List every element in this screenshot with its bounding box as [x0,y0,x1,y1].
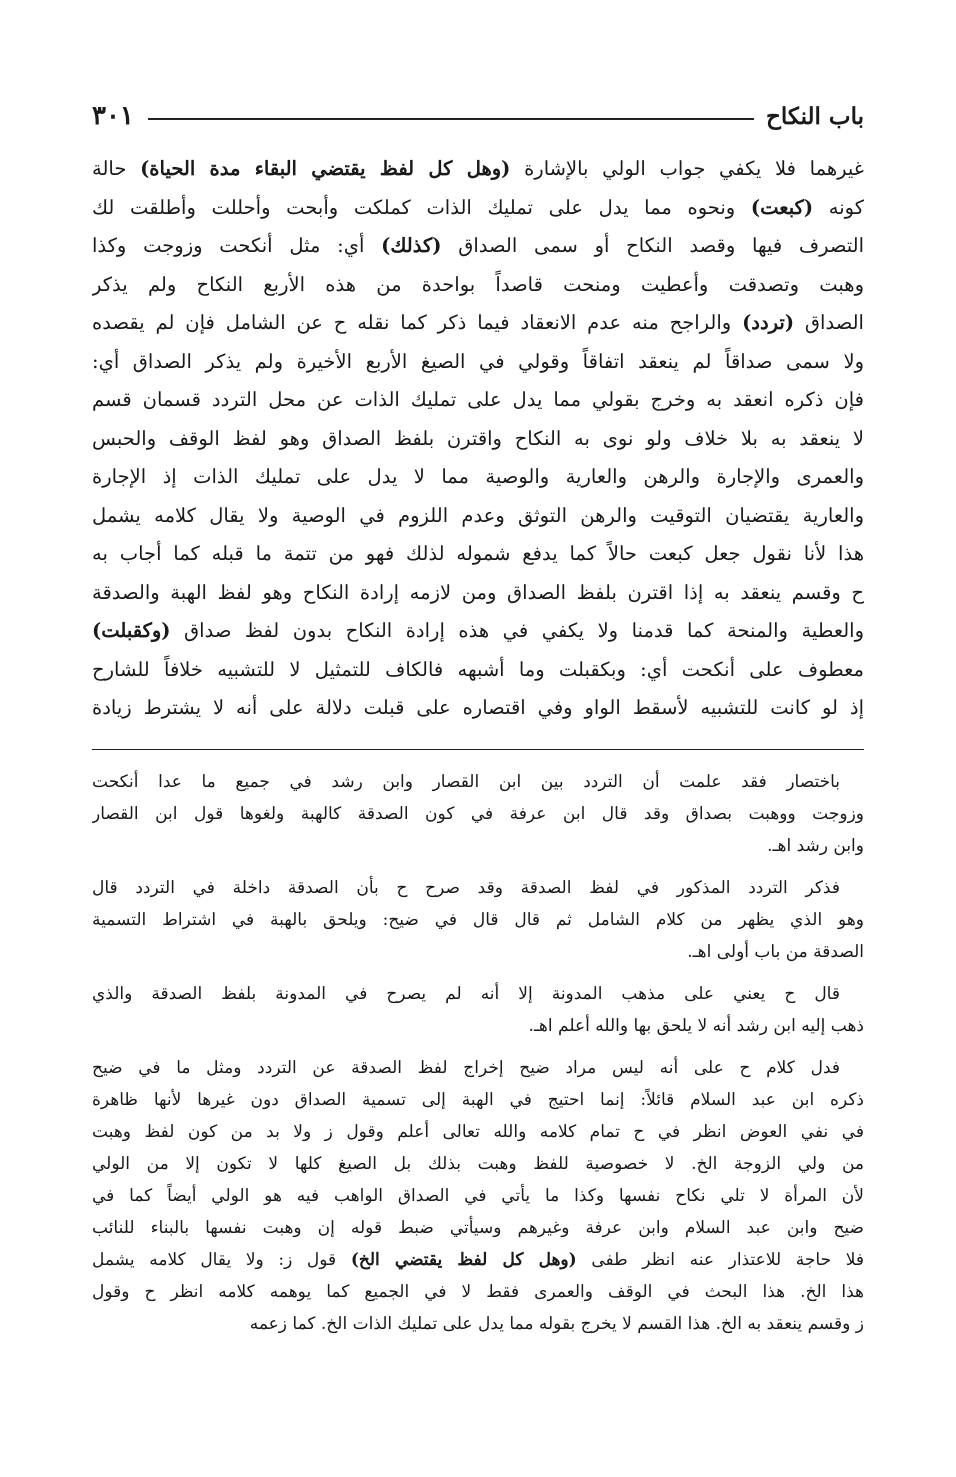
chapter-title: باب النكاح [766,102,864,130]
commentary-line [92,1084,864,1116]
commentary-line [92,978,864,1010]
text-segment: باختصار فقد علمت أن التردد بين ابن القصار وابن رشد في جميع ما عدا أنكحت [92,772,840,792]
text-segment: ولا سمى صداقاً لم ينعقد اتفاقاً وقولي في الصيغ الأربع الأخيرة ولم يذكر الصداق أي: [92,349,864,373]
commentary-line [92,1116,864,1148]
commentary-line [92,1276,864,1308]
main-text-line [92,420,864,459]
commentary-line [92,872,864,904]
main-text-line [92,497,864,536]
text-segment: فإن ذكره انعقد به وخرج بقولي مما يدل على تمليك الذات عن محل التردد قسمان قسم [92,388,864,411]
main-text-line [92,150,864,189]
text-segment: قول ز: ولا يقال كلامه يشمل [92,1250,351,1270]
text-segment: هذا لأنا نقول جعل كبعت حالاً كما يدفع شموله لذلك فهو من تتمة ما قبله كما أجاب به [92,542,864,565]
commentary-line [92,936,864,968]
commentary-line [92,1244,864,1276]
main-text-line [92,227,864,266]
text-segment: لا ينعقد به بلا خلاف ولو نوى به النكاح واقترن بلفظ الصداق وهو لفظ الوقف والحبس [92,426,864,450]
bold-text-segment: (وكقبلت) [92,619,171,642]
footnote-separator [92,749,864,750]
text-segment: والعمرى والإجارة والرهن والعارية والوصية مما لا يدل على تمليك الذات إذ الإجارة [92,465,864,488]
main-text-line [92,612,864,651]
bold-text-segment: (كذلك) [381,234,442,257]
text-segment: وهبت وتصدقت وأعطيت ومنحت قاصداً بواحدة من هذه الأربع النكاح ولم يذكر [92,272,864,296]
commentary-line [92,798,864,830]
commentary-block [92,766,864,1396]
header-rule [148,118,754,120]
text-segment: ذهب إليه ابن رشد أنه لا يلحق بها والله أعلم اهـ. [528,1016,864,1036]
text-segment: التصرف فيها وقصد النكاح أو سمى الصداق [441,234,864,257]
text-segment: في نفي العوض انظر في ح تمام كلامه والله تعالى أعلم وقول ز ولا بد من كون لفظ وهبت [92,1122,864,1142]
main-text-line [92,266,864,305]
text-segment: هذا الخ. هذا البحث في الوقف والعمرى فقط لا في الجميع كما يوهمه كلامه انظر ح وقول [92,1282,864,1302]
text-segment: والراجح منه عدم الانعقاد فيما ذكر كما نقله ح عن الشامل فإن لم يقصده [92,311,743,334]
commentary-line [92,1180,864,1212]
text-segment: ز وقسم ينعقد به الخ. هذا القسم لا يخرج بقوله مما يدل على تمليك الذات الخ. كما زعمه [249,1314,864,1334]
text-segment: كونه [813,195,864,219]
text-segment: والعطية والمنحة كما قدمنا ولا يكفي في هذه إرادة النكاح بدون لفظ صداق [170,619,864,642]
main-text-line [92,189,864,228]
commentary-line [92,1212,864,1244]
commentary-line [92,766,864,798]
text-segment: وهو الذي يظهر من كلام الشامل ثم قال قال في ضيح: ويلحق بالهبة في اشتراط التسمية [92,910,864,930]
main-text-line [92,304,864,343]
commentary-paragraph [92,1052,864,1340]
commentary-line [92,1052,864,1084]
main-text-line [92,574,864,613]
main-text-line [92,651,864,690]
text-segment: أي: مثل أنكحت وزوجت وكذا [92,234,382,257]
main-text-line [92,458,864,497]
commentary-line [92,904,864,936]
commentary-line [92,1308,864,1340]
text-segment: ضيح وابن عبد السلام وابن عرفة وغيرهم وسيأتي ضبط قوله إن وهبت نفسها بالبناء للنائب [92,1218,864,1238]
commentary-paragraph [92,766,864,862]
text-segment: ذكره ابن عبد السلام قائلاً: إنما احتيج في الهبة إلى تسمية الصداق دون غيرها لأنها ظاهرة [92,1090,864,1110]
text-segment: ونحوه مما يدل على تمليك الذات كملكت وأبحت وأحللت وأطلقت لك [92,195,751,219]
text-segment: فدل كلام ح على أنه ليس مراد ضيح إخراج لفظ الصدقة عن التردد ومثل ما في ضيح [92,1058,840,1078]
text-segment: فلا حاجة للاعتذار عنه انظر طفى [576,1250,864,1270]
main-text-line [92,689,864,728]
text-segment: لأن المرأة لا تلي نكاح نفسها وكذا ما يأتي في الصداق الواهب فيه هو الولي أيضاً كما في [92,1186,864,1206]
bold-text-segment: (تردد) [742,311,795,334]
bold-text-segment: (وهل كل لفظ يقتضي البقاء مدة الحياة) [140,157,511,180]
text-segment: حالة [92,157,141,180]
text-segment: إذ لو كانت للتشبيه لأسقط الواو وفي اقتصاره على قبلت دلالة على أنه لا يشترط زيادة [92,696,864,719]
text-segment: فذكر التردد المذكور في لفظ الصدقة وقد صرح ح بأن الصدقة داخلة في التردد قال [92,878,840,898]
main-text-line [92,535,864,574]
text-segment: الصدقة من باب أولى اهـ. [687,942,864,962]
page-number: ٣٠١ [92,101,134,131]
text-segment: من ولي الزوجة الخ. لا خصوصية للفظ وهبت بذلك بل الصيغ كلها لا تكون إلا من الولي [92,1154,864,1174]
commentary-line [92,1010,864,1042]
commentary-paragraph [92,978,864,1042]
commentary-line [92,1148,864,1180]
text-segment: وزوجت ووهبت بصداق وقد قال ابن عرفة في كون الصدقة كالهبة ولغوها قول ابن القصار [92,804,864,824]
main-text-line [92,381,864,420]
main-text-block [92,150,864,728]
running-header [92,96,864,136]
text-segment: معطوف على أنكحت أي: وبكقبلت وما أشبهه فالكاف للتمثيل لا للتشبيه خلافاً للشارح [92,657,864,681]
text-segment: ح وقسم ينعقد به إذا اقترن بلفظ الصداق ومن لازمه إرادة النكاح وهو لفظ الهبة والصدقة [92,580,864,604]
text-segment: قال ح يعني على مذهب المدونة إلا أنه لم يصرح في المدونة بلفظ الصدقة والذي [92,984,840,1004]
commentary-paragraph [92,872,864,968]
text-segment: الصداق [794,311,864,334]
main-text-line [92,343,864,382]
text-segment: والعارية يقتضيان التوقيت والرهن التوثق وعدم اللزوم في الوصية ولا يقال كلامه يشمل [92,503,864,527]
bold-text-segment: (كبعت) [750,195,814,219]
text-segment: غيرهما فلا يكفي جواب الولي بالإشارة [510,157,864,180]
bold-text-segment: (وهل كل لفظ يقتضي الخ) [350,1250,577,1270]
text-segment: وابن رشد اهـ. [767,836,864,856]
commentary-line [92,830,864,862]
